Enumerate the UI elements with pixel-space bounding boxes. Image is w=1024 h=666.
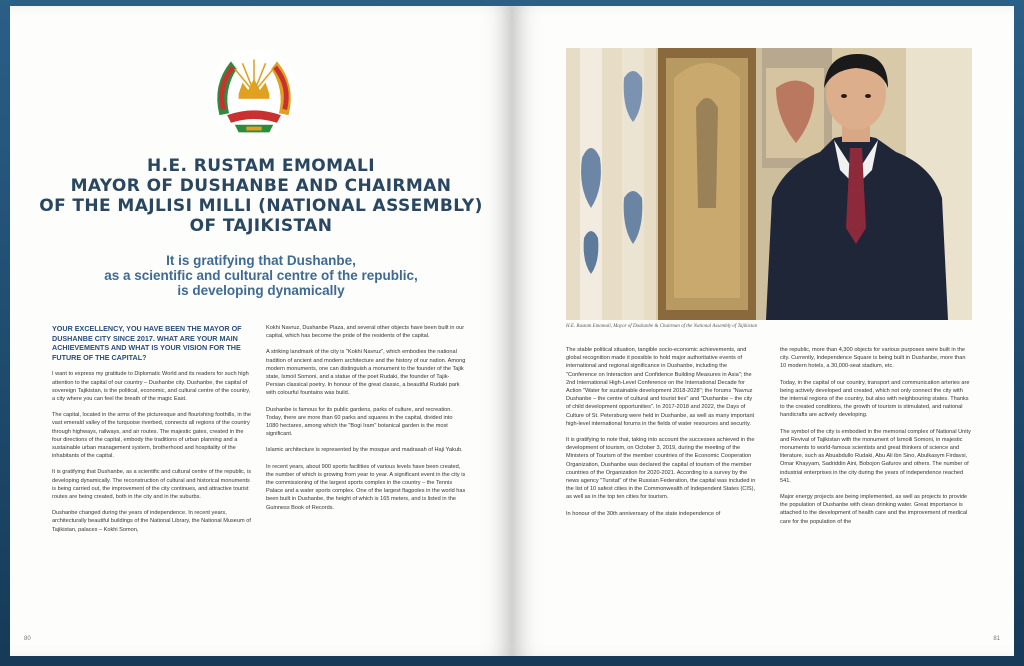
left-page — [10, 6, 512, 656]
body-paragraph: The symbol of the city is embodied in the memorial complex of National Unity and Revival of Tajikistan with the monument of Ismoili Somoni, in majestic monuments to world-famous scientists and great thinkers of science and literature, such as Abuabdullo Rudaki, Abu Ali ibn Sino, Abulkasym Firdavsi, Omar Khayyam, Sadriddin Aini, Bobojon Gafurov and others. The number of industrial enterprises in the city during the years of independence reached 541. — [780, 428, 971, 484]
body-paragraph: Dushanbe changed during the years of independence. In recent years, architecturally beautiful buildings of the National Library, the National Museum of Tajikistan, palaces – Kokhi Somon, — [52, 510, 251, 533]
title-line: H.E. RUSTAM EMOMALI — [147, 156, 375, 176]
body-paragraph: In recent years, about 900 sports facilities of various levels have been created, the number of which is growing from year to year. A significant event in the city is the commissioning of the largest sports complex in the country – the Tennis Palace and a water sports complex. One of the largest flagpoles in the world has been built in Dushanbe, the height of which is 165 meters, and is listed in the Guinness Book of Records. — [266, 463, 466, 511]
page-number: 80 — [24, 636, 31, 642]
left-column-2 — [266, 324, 466, 520]
body-paragraph: Islamic architecture is represented by the mosque and madrasah of Haji Yakub. — [266, 447, 463, 454]
body-paragraph: Kokhi Navruz, Dushanbe Plaza, and several other objects have been built in our capital, which has become the pride of the residents of the capital. — [266, 325, 465, 340]
page-title — [30, 156, 492, 236]
subtitle — [70, 253, 452, 298]
page-number: 81 — [993, 636, 1000, 642]
body-paragraph: It is gratifying to note that, taking into account the successes achieved in the development of tourism, on October 3, 2019, during the meeting of the Ministers of Tourism of the member countries of the Economic Cooperation Organization, Dushanbe was declared the capital of tourism of the member countries of the Organization for 2020-2021. According to a survey by the news agency "Turstat" of the Russian Federation, the capital was included in the list of 10 safest cities in the Commonwealth of Independent States (CIS), as well as in the top ten cities for tourism. — [566, 437, 756, 501]
body-paragraph: The stable political situation, tangible socio-economic achievements, and global recognition made it possible to hold major authoritative events of international and regional significance in Dushanbe, including the "Conference on Interaction and Confidence Building Measures in Asia"; the 2nd International High-Level Conference on the International Decade for Action "Water for sustainable development 2018-2028"; the forums "Navruz Dushanbe – the centre of cultural and tourist ties" and "Dushanbe – the city of child development opportunities". In 2017-2018 and 2022, the Days of Culture of St. Petersburg were held in Dushanbe, as well as many important high-level international forums in the fields of water resources and security. — [566, 347, 755, 427]
body-paragraph: The capital, located in the arms of the picturesque and flourishing foothills, in the vast emerald valley of the turquoise riverbed, connects all regions of the country through highways, railways, and air routes. The majestic gates, created in the four directions of the capital, embody the traditions of urban planning and a sustainable urban management system, brotherhood and hospitality of the inhabitants of the capital. — [52, 412, 252, 460]
subtitle-line: It is gratifying that Dushanbe, — [166, 253, 356, 268]
body-paragraph: the republic, more than 4,300 objects for various purposes were built in the city. Currently, Independence Square is being built in Dushanbe, more than 10 modern hotels, a 30,000-seat stadium, etc. — [780, 347, 966, 370]
body-paragraph: A striking landmark of the city is "Kokhi Navruz", which embodies the national tradition of ancient and modern architecture and the history of our nation. Among modern monuments, one can distinguish a monument to the founder of the Tajik state, Ismoil Somoni, and a statue of the poet Rudaki, the founder of Tajik-Persian classical poetry. In honour of the great classic, a beautiful Rudaki park with colourful fountains was build. — [266, 349, 466, 397]
portrait-photo — [566, 48, 972, 320]
right-page — [512, 6, 1014, 656]
title-line: MAYOR OF DUSHANBE AND CHAIRMAN — [70, 176, 452, 196]
interview-question: YOUR EXCELLENCY, YOU HAVE BEEN THE MAYOR OF DUSHANBE CITY SINCE 2017. WHAT ARE YOUR MAIN ACHIEVEMENTS AND WHAT IS YOUR VISION FOR THE FUTURE OF THE CAPITAL? — [52, 324, 242, 362]
tajikistan-emblem-icon — [206, 46, 302, 142]
title-line: OF TAJIKISTAN — [189, 216, 333, 236]
right-column-2 — [780, 346, 972, 534]
subtitle-line: is developing dynamically — [177, 283, 345, 298]
body-paragraph: It is gratifying that Dushanbe, as a scientific and cultural centre of the republic, is developing dynamically. The reconstruction of cultural and historical monuments is being carried out, the improvement of the city continues, and attractive tourist routes are being created, both in the city and in the suburbs. — [52, 469, 251, 501]
photo-caption: H.E. Rustam Emomali, Mayor of Dushanbe & Chairman of the National Assembly of Tajikistan — [566, 324, 758, 329]
right-column-1 — [566, 346, 756, 526]
left-column-1 — [52, 324, 252, 542]
body-paragraph: Today, in the capital of our country, transport and communication arteries are being actively developed and created, which not only connect the city with the internal regions of the country, but also with neighbouring states. Thanks to the created conditions, the growth of tourism is stimulated, and national handicrafts are actively developing. — [780, 379, 970, 419]
body-paragraph: In honour of the 30th anniversary of the state independence of — [566, 510, 721, 517]
body-paragraph: Dushanbe is famous for its public gardens, parks of culture, and recreation. Today, there are more than 60 parks and squares in the capital, divided into 1080 hectares, among which the "Bogi Iram" botanical garden is the most significant. — [266, 406, 453, 438]
body-paragraph: Major energy projects are being implemented, as well as projects to provide the population of Dushanbe with clean drinking water. Great importance is attached to the development of health care and the improvement of medical care for the population of the — [780, 494, 968, 525]
title-line: OF THE MAJLISI MILLI (NATIONAL ASSEMBLY) — [39, 196, 483, 216]
body-paragraph: I want to express my gratitude to Diplomatic World and its readers for such high attention to the capital of our country – Dushanbe city. Dushanbe, the capital of sovereign Tajikistan, is the political, economic, and cultural centre of the country, a city where you can feel the breath of the magic East. — [52, 371, 251, 402]
subtitle-line: as a scientific and cultural centre of the republic, — [104, 268, 418, 283]
